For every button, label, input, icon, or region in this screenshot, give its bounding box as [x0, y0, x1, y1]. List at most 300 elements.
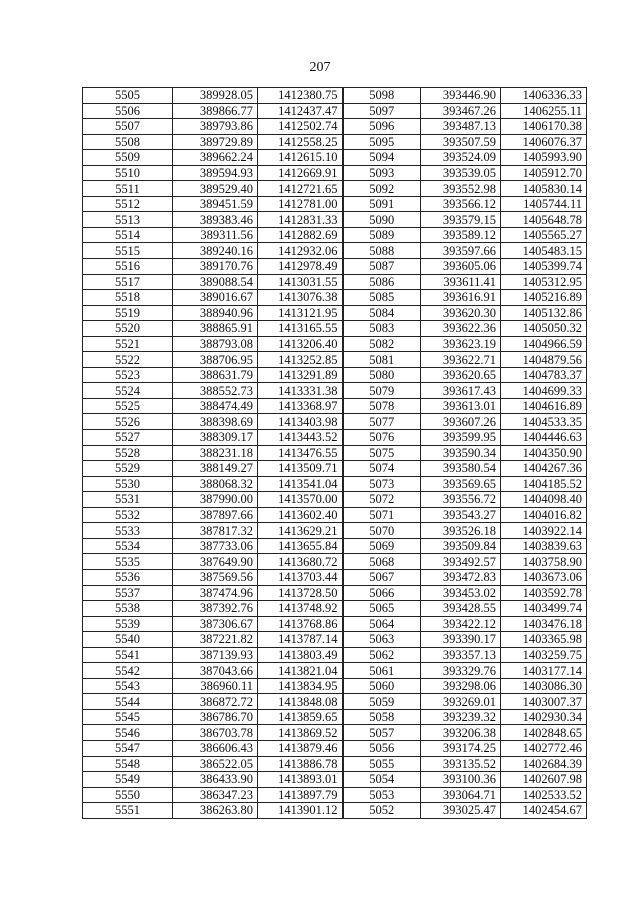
y-coordinate-left: 1413821.04 [258, 663, 343, 679]
x-coordinate-left: 386433.90 [173, 772, 258, 788]
y-coordinate-right: 1403499.74 [501, 601, 587, 617]
x-coordinate-right: 393174.25 [421, 740, 501, 756]
y-coordinate-left: 1413897.79 [258, 787, 343, 803]
y-coordinate-right: 1403086.30 [501, 678, 587, 694]
table-row [83, 321, 587, 337]
y-coordinate-right: 1405312.95 [501, 274, 587, 290]
x-coordinate-left: 386263.80 [173, 803, 258, 819]
y-coordinate-left: 1412721.65 [258, 181, 343, 197]
x-coordinate-left: 389240.16 [173, 243, 258, 259]
y-coordinate-right: 1403177.14 [501, 663, 587, 679]
table-row [83, 538, 587, 554]
x-coordinate-left: 387990.00 [173, 492, 258, 508]
point-id-left: 5505 [83, 88, 173, 104]
y-coordinate-right: 1403259.75 [501, 647, 587, 663]
x-coordinate-right: 393428.55 [421, 601, 501, 617]
y-coordinate-right: 1402930.34 [501, 709, 587, 725]
x-coordinate-left: 389729.89 [173, 134, 258, 150]
x-coordinate-right: 393617.43 [421, 383, 501, 399]
y-coordinate-left: 1413206.40 [258, 336, 343, 352]
y-coordinate-left: 1413602.40 [258, 507, 343, 523]
y-coordinate-left: 1412978.49 [258, 259, 343, 275]
table-row [83, 740, 587, 756]
table-row [83, 336, 587, 352]
table-row [83, 88, 587, 104]
point-id-left: 5523 [83, 367, 173, 383]
table-row [83, 243, 587, 259]
y-coordinate-right: 1404185.52 [501, 476, 587, 492]
point-id-left: 5514 [83, 227, 173, 243]
table-row [83, 492, 587, 508]
y-coordinate-left: 1413803.49 [258, 647, 343, 663]
coordinates-table-body [83, 88, 587, 819]
x-coordinate-left: 386960.11 [173, 678, 258, 694]
x-coordinate-left: 389928.05 [173, 88, 258, 104]
point-id-right: 5082 [343, 336, 421, 352]
x-coordinate-left: 388309.17 [173, 430, 258, 446]
y-coordinate-left: 1413879.46 [258, 740, 343, 756]
y-coordinate-left: 1413476.55 [258, 445, 343, 461]
x-coordinate-right: 393579.15 [421, 212, 501, 228]
y-coordinate-left: 1413570.00 [258, 492, 343, 508]
y-coordinate-left: 1413748.92 [258, 601, 343, 617]
point-id-left: 5535 [83, 554, 173, 570]
point-id-right: 5077 [343, 414, 421, 430]
y-coordinate-left: 1412437.47 [258, 103, 343, 119]
table-row [83, 259, 587, 275]
y-coordinate-left: 1413703.44 [258, 569, 343, 585]
point-id-right: 5084 [343, 305, 421, 321]
point-id-left: 5550 [83, 787, 173, 803]
point-id-left: 5515 [83, 243, 173, 259]
coordinates-table [82, 87, 587, 819]
y-coordinate-left: 1413331.38 [258, 383, 343, 399]
y-coordinate-right: 1403476.18 [501, 616, 587, 632]
point-id-right: 5090 [343, 212, 421, 228]
y-coordinate-left: 1412831.33 [258, 212, 343, 228]
x-coordinate-left: 389451.59 [173, 196, 258, 212]
point-id-right: 5054 [343, 772, 421, 788]
point-id-left: 5524 [83, 383, 173, 399]
y-coordinate-left: 1412615.10 [258, 150, 343, 166]
point-id-left: 5520 [83, 321, 173, 337]
y-coordinate-left: 1413541.04 [258, 476, 343, 492]
x-coordinate-right: 393616.91 [421, 290, 501, 306]
point-id-right: 5095 [343, 134, 421, 150]
y-coordinate-right: 1405912.70 [501, 165, 587, 181]
y-coordinate-right: 1405132.86 [501, 305, 587, 321]
y-coordinate-right: 1404699.33 [501, 383, 587, 399]
x-coordinate-left: 388940.96 [173, 305, 258, 321]
point-id-right: 5073 [343, 476, 421, 492]
x-coordinate-right: 393135.52 [421, 756, 501, 772]
y-coordinate-right: 1404350.90 [501, 445, 587, 461]
point-id-left: 5512 [83, 196, 173, 212]
y-coordinate-right: 1406255.11 [501, 103, 587, 119]
table-row [83, 212, 587, 228]
y-coordinate-left: 1412558.25 [258, 134, 343, 150]
table-row [83, 196, 587, 212]
point-id-left: 5530 [83, 476, 173, 492]
x-coordinate-right: 393556.72 [421, 492, 501, 508]
table-row [83, 383, 587, 399]
table-row [83, 181, 587, 197]
point-id-left: 5511 [83, 181, 173, 197]
x-coordinate-right: 393467.26 [421, 103, 501, 119]
x-coordinate-right: 393390.17 [421, 632, 501, 648]
table-row [83, 119, 587, 135]
y-coordinate-left: 1413291.89 [258, 367, 343, 383]
y-coordinate-right: 1404783.37 [501, 367, 587, 383]
point-id-left: 5539 [83, 616, 173, 632]
x-coordinate-right: 393611.41 [421, 274, 501, 290]
point-id-left: 5542 [83, 663, 173, 679]
x-coordinate-left: 389866.77 [173, 103, 258, 119]
point-id-right: 5096 [343, 119, 421, 135]
table-row [83, 787, 587, 803]
y-coordinate-left: 1413680.72 [258, 554, 343, 570]
point-id-left: 5531 [83, 492, 173, 508]
point-id-left: 5527 [83, 430, 173, 446]
point-id-right: 5074 [343, 461, 421, 477]
y-coordinate-left: 1413031.55 [258, 274, 343, 290]
point-id-left: 5508 [83, 134, 173, 150]
table-row [83, 585, 587, 601]
y-coordinate-left: 1413368.97 [258, 398, 343, 414]
y-coordinate-left: 1413076.38 [258, 290, 343, 306]
x-coordinate-left: 389016.67 [173, 290, 258, 306]
point-id-left: 5513 [83, 212, 173, 228]
point-id-right: 5080 [343, 367, 421, 383]
point-id-right: 5083 [343, 321, 421, 337]
y-coordinate-right: 1403007.37 [501, 694, 587, 710]
table-row [83, 803, 587, 819]
x-coordinate-right: 393597.66 [421, 243, 501, 259]
y-coordinate-right: 1402454.67 [501, 803, 587, 819]
table-row [83, 150, 587, 166]
table-row [83, 756, 587, 772]
table-row [83, 772, 587, 788]
x-coordinate-left: 387474.96 [173, 585, 258, 601]
table-row [83, 305, 587, 321]
x-coordinate-left: 386347.23 [173, 787, 258, 803]
y-coordinate-left: 1413509.71 [258, 461, 343, 477]
table-row [83, 445, 587, 461]
y-coordinate-left: 1413901.12 [258, 803, 343, 819]
y-coordinate-right: 1402772.46 [501, 740, 587, 756]
y-coordinate-left: 1413859.65 [258, 709, 343, 725]
x-coordinate-left: 387897.66 [173, 507, 258, 523]
x-coordinate-right: 393605.06 [421, 259, 501, 275]
x-coordinate-left: 388552.73 [173, 383, 258, 399]
point-id-right: 5092 [343, 181, 421, 197]
point-id-right: 5081 [343, 352, 421, 368]
x-coordinate-right: 393298.06 [421, 678, 501, 694]
y-coordinate-left: 1413443.52 [258, 430, 343, 446]
x-coordinate-right: 393620.30 [421, 305, 501, 321]
point-id-right: 5064 [343, 616, 421, 632]
point-id-left: 5526 [83, 414, 173, 430]
y-coordinate-right: 1406076.37 [501, 134, 587, 150]
y-coordinate-right: 1405399.74 [501, 259, 587, 275]
point-id-right: 5086 [343, 274, 421, 290]
y-coordinate-left: 1413787.14 [258, 632, 343, 648]
table-row [83, 632, 587, 648]
x-coordinate-right: 393357.13 [421, 647, 501, 663]
table-row [83, 461, 587, 477]
point-id-right: 5071 [343, 507, 421, 523]
point-id-left: 5547 [83, 740, 173, 756]
point-id-left: 5534 [83, 538, 173, 554]
page-number: 207 [309, 60, 331, 75]
x-coordinate-right: 393552.98 [421, 181, 501, 197]
x-coordinate-right: 393543.27 [421, 507, 501, 523]
point-id-right: 5093 [343, 165, 421, 181]
x-coordinate-right: 393206.38 [421, 725, 501, 741]
x-coordinate-right: 393620.65 [421, 367, 501, 383]
y-coordinate-right: 1404446.63 [501, 430, 587, 446]
point-id-left: 5537 [83, 585, 173, 601]
point-id-left: 5536 [83, 569, 173, 585]
x-coordinate-left: 388474.49 [173, 398, 258, 414]
y-coordinate-right: 1405993.90 [501, 150, 587, 166]
point-id-right: 5066 [343, 585, 421, 601]
point-id-right: 5058 [343, 709, 421, 725]
x-coordinate-right: 393622.36 [421, 321, 501, 337]
x-coordinate-right: 393613.01 [421, 398, 501, 414]
y-coordinate-right: 1405483.15 [501, 243, 587, 259]
y-coordinate-right: 1403922.14 [501, 523, 587, 539]
point-id-left: 5538 [83, 601, 173, 617]
point-id-right: 5078 [343, 398, 421, 414]
point-id-right: 5094 [343, 150, 421, 166]
y-coordinate-left: 1413252.85 [258, 352, 343, 368]
point-id-right: 5062 [343, 647, 421, 663]
point-id-right: 5069 [343, 538, 421, 554]
point-id-right: 5056 [343, 740, 421, 756]
y-coordinate-left: 1413121.95 [258, 305, 343, 321]
point-id-left: 5544 [83, 694, 173, 710]
x-coordinate-right: 393064.71 [421, 787, 501, 803]
point-id-right: 5085 [343, 290, 421, 306]
point-id-left: 5528 [83, 445, 173, 461]
point-id-right: 5087 [343, 259, 421, 275]
y-coordinate-left: 1413629.21 [258, 523, 343, 539]
point-id-left: 5510 [83, 165, 173, 181]
table-row [83, 165, 587, 181]
y-coordinate-left: 1413893.01 [258, 772, 343, 788]
y-coordinate-left: 1412502.74 [258, 119, 343, 135]
point-id-left: 5516 [83, 259, 173, 275]
y-coordinate-right: 1403673.06 [501, 569, 587, 585]
y-coordinate-left: 1413768.86 [258, 616, 343, 632]
y-coordinate-left: 1413848.08 [258, 694, 343, 710]
point-id-right: 5053 [343, 787, 421, 803]
y-coordinate-right: 1404016.82 [501, 507, 587, 523]
point-id-left: 5518 [83, 290, 173, 306]
x-coordinate-right: 393269.01 [421, 694, 501, 710]
y-coordinate-left: 1412781.00 [258, 196, 343, 212]
table-row [83, 601, 587, 617]
table-row [83, 663, 587, 679]
x-coordinate-right: 393422.12 [421, 616, 501, 632]
table-row [83, 274, 587, 290]
point-id-right: 5065 [343, 601, 421, 617]
y-coordinate-right: 1406336.33 [501, 88, 587, 104]
y-coordinate-left: 1413869.52 [258, 725, 343, 741]
y-coordinate-right: 1405744.11 [501, 196, 587, 212]
point-id-left: 5549 [83, 772, 173, 788]
y-coordinate-left: 1412882.69 [258, 227, 343, 243]
table-row [83, 507, 587, 523]
point-id-right: 5089 [343, 227, 421, 243]
x-coordinate-left: 389793.86 [173, 119, 258, 135]
x-coordinate-right: 393526.18 [421, 523, 501, 539]
point-id-right: 5057 [343, 725, 421, 741]
y-coordinate-left: 1413655.84 [258, 538, 343, 554]
point-id-right: 5052 [343, 803, 421, 819]
point-id-left: 5529 [83, 461, 173, 477]
point-id-right: 5070 [343, 523, 421, 539]
x-coordinate-right: 393623.19 [421, 336, 501, 352]
table-row [83, 569, 587, 585]
x-coordinate-right: 393566.12 [421, 196, 501, 212]
x-coordinate-left: 388865.91 [173, 321, 258, 337]
point-id-left: 5533 [83, 523, 173, 539]
x-coordinate-left: 387221.82 [173, 632, 258, 648]
y-coordinate-left: 1412669.91 [258, 165, 343, 181]
x-coordinate-right: 393580.54 [421, 461, 501, 477]
y-coordinate-right: 1404879.56 [501, 352, 587, 368]
x-coordinate-right: 393100.36 [421, 772, 501, 788]
y-coordinate-right: 1402848.65 [501, 725, 587, 741]
point-id-left: 5521 [83, 336, 173, 352]
point-id-right: 5068 [343, 554, 421, 570]
x-coordinate-left: 389529.40 [173, 181, 258, 197]
y-coordinate-right: 1403839.63 [501, 538, 587, 554]
y-coordinate-right: 1404966.59 [501, 336, 587, 352]
x-coordinate-right: 393507.59 [421, 134, 501, 150]
point-id-right: 5091 [343, 196, 421, 212]
y-coordinate-left: 1413403.98 [258, 414, 343, 430]
x-coordinate-left: 386703.78 [173, 725, 258, 741]
y-coordinate-right: 1405830.14 [501, 181, 587, 197]
y-coordinate-left: 1412380.75 [258, 88, 343, 104]
point-id-left: 5507 [83, 119, 173, 135]
point-id-left: 5509 [83, 150, 173, 166]
table-row [83, 430, 587, 446]
x-coordinate-left: 388793.08 [173, 336, 258, 352]
point-id-left: 5540 [83, 632, 173, 648]
y-coordinate-right: 1406170.38 [501, 119, 587, 135]
point-id-right: 5063 [343, 632, 421, 648]
x-coordinate-right: 393589.12 [421, 227, 501, 243]
table-row [83, 414, 587, 430]
point-id-left: 5543 [83, 678, 173, 694]
y-coordinate-right: 1402533.52 [501, 787, 587, 803]
x-coordinate-right: 393607.26 [421, 414, 501, 430]
x-coordinate-left: 388231.18 [173, 445, 258, 461]
point-id-right: 5097 [343, 103, 421, 119]
table-row [83, 678, 587, 694]
x-coordinate-left: 389311.56 [173, 227, 258, 243]
table-row [83, 709, 587, 725]
x-coordinate-left: 387817.32 [173, 523, 258, 539]
x-coordinate-left: 389594.93 [173, 165, 258, 181]
point-id-left: 5506 [83, 103, 173, 119]
x-coordinate-left: 386786.70 [173, 709, 258, 725]
x-coordinate-right: 393329.76 [421, 663, 501, 679]
point-id-right: 5079 [343, 383, 421, 399]
y-coordinate-right: 1402607.98 [501, 772, 587, 788]
y-coordinate-left: 1413728.50 [258, 585, 343, 601]
y-coordinate-right: 1405216.89 [501, 290, 587, 306]
point-id-right: 5059 [343, 694, 421, 710]
point-id-right: 5088 [343, 243, 421, 259]
y-coordinate-right: 1404616.89 [501, 398, 587, 414]
point-id-right: 5055 [343, 756, 421, 772]
x-coordinate-left: 388706.95 [173, 352, 258, 368]
y-coordinate-right: 1404267.36 [501, 461, 587, 477]
x-coordinate-left: 389170.76 [173, 259, 258, 275]
x-coordinate-right: 393524.09 [421, 150, 501, 166]
y-coordinate-right: 1405050.32 [501, 321, 587, 337]
x-coordinate-right: 393446.90 [421, 88, 501, 104]
x-coordinate-left: 386872.72 [173, 694, 258, 710]
table-row [83, 554, 587, 570]
table-row [83, 616, 587, 632]
x-coordinate-left: 387139.93 [173, 647, 258, 663]
table-row [83, 398, 587, 414]
y-coordinate-right: 1405565.27 [501, 227, 587, 243]
table-row [83, 367, 587, 383]
y-coordinate-right: 1404533.35 [501, 414, 587, 430]
point-id-left: 5525 [83, 398, 173, 414]
point-id-right: 5075 [343, 445, 421, 461]
x-coordinate-left: 388398.69 [173, 414, 258, 430]
x-coordinate-right: 393569.65 [421, 476, 501, 492]
x-coordinate-right: 393487.13 [421, 119, 501, 135]
table-row [83, 227, 587, 243]
x-coordinate-left: 387649.90 [173, 554, 258, 570]
point-id-left: 5541 [83, 647, 173, 663]
x-coordinate-right: 393472.83 [421, 569, 501, 585]
point-id-right: 5061 [343, 663, 421, 679]
y-coordinate-right: 1403592.78 [501, 585, 587, 601]
y-coordinate-right: 1405648.78 [501, 212, 587, 228]
x-coordinate-right: 393590.34 [421, 445, 501, 461]
x-coordinate-right: 393492.57 [421, 554, 501, 570]
y-coordinate-right: 1403758.90 [501, 554, 587, 570]
table-row [83, 523, 587, 539]
x-coordinate-left: 388631.79 [173, 367, 258, 383]
point-id-right: 5076 [343, 430, 421, 446]
y-coordinate-right: 1403365.98 [501, 632, 587, 648]
x-coordinate-left: 386606.43 [173, 740, 258, 756]
y-coordinate-left: 1413886.78 [258, 756, 343, 772]
table-row [83, 694, 587, 710]
y-coordinate-left: 1413834.95 [258, 678, 343, 694]
x-coordinate-left: 388149.27 [173, 461, 258, 477]
x-coordinate-left: 388068.32 [173, 476, 258, 492]
table-row [83, 103, 587, 119]
y-coordinate-left: 1413165.55 [258, 321, 343, 337]
x-coordinate-left: 387043.66 [173, 663, 258, 679]
y-coordinate-left: 1412932.06 [258, 243, 343, 259]
point-id-left: 5532 [83, 507, 173, 523]
x-coordinate-right: 393622.71 [421, 352, 501, 368]
point-id-right: 5060 [343, 678, 421, 694]
